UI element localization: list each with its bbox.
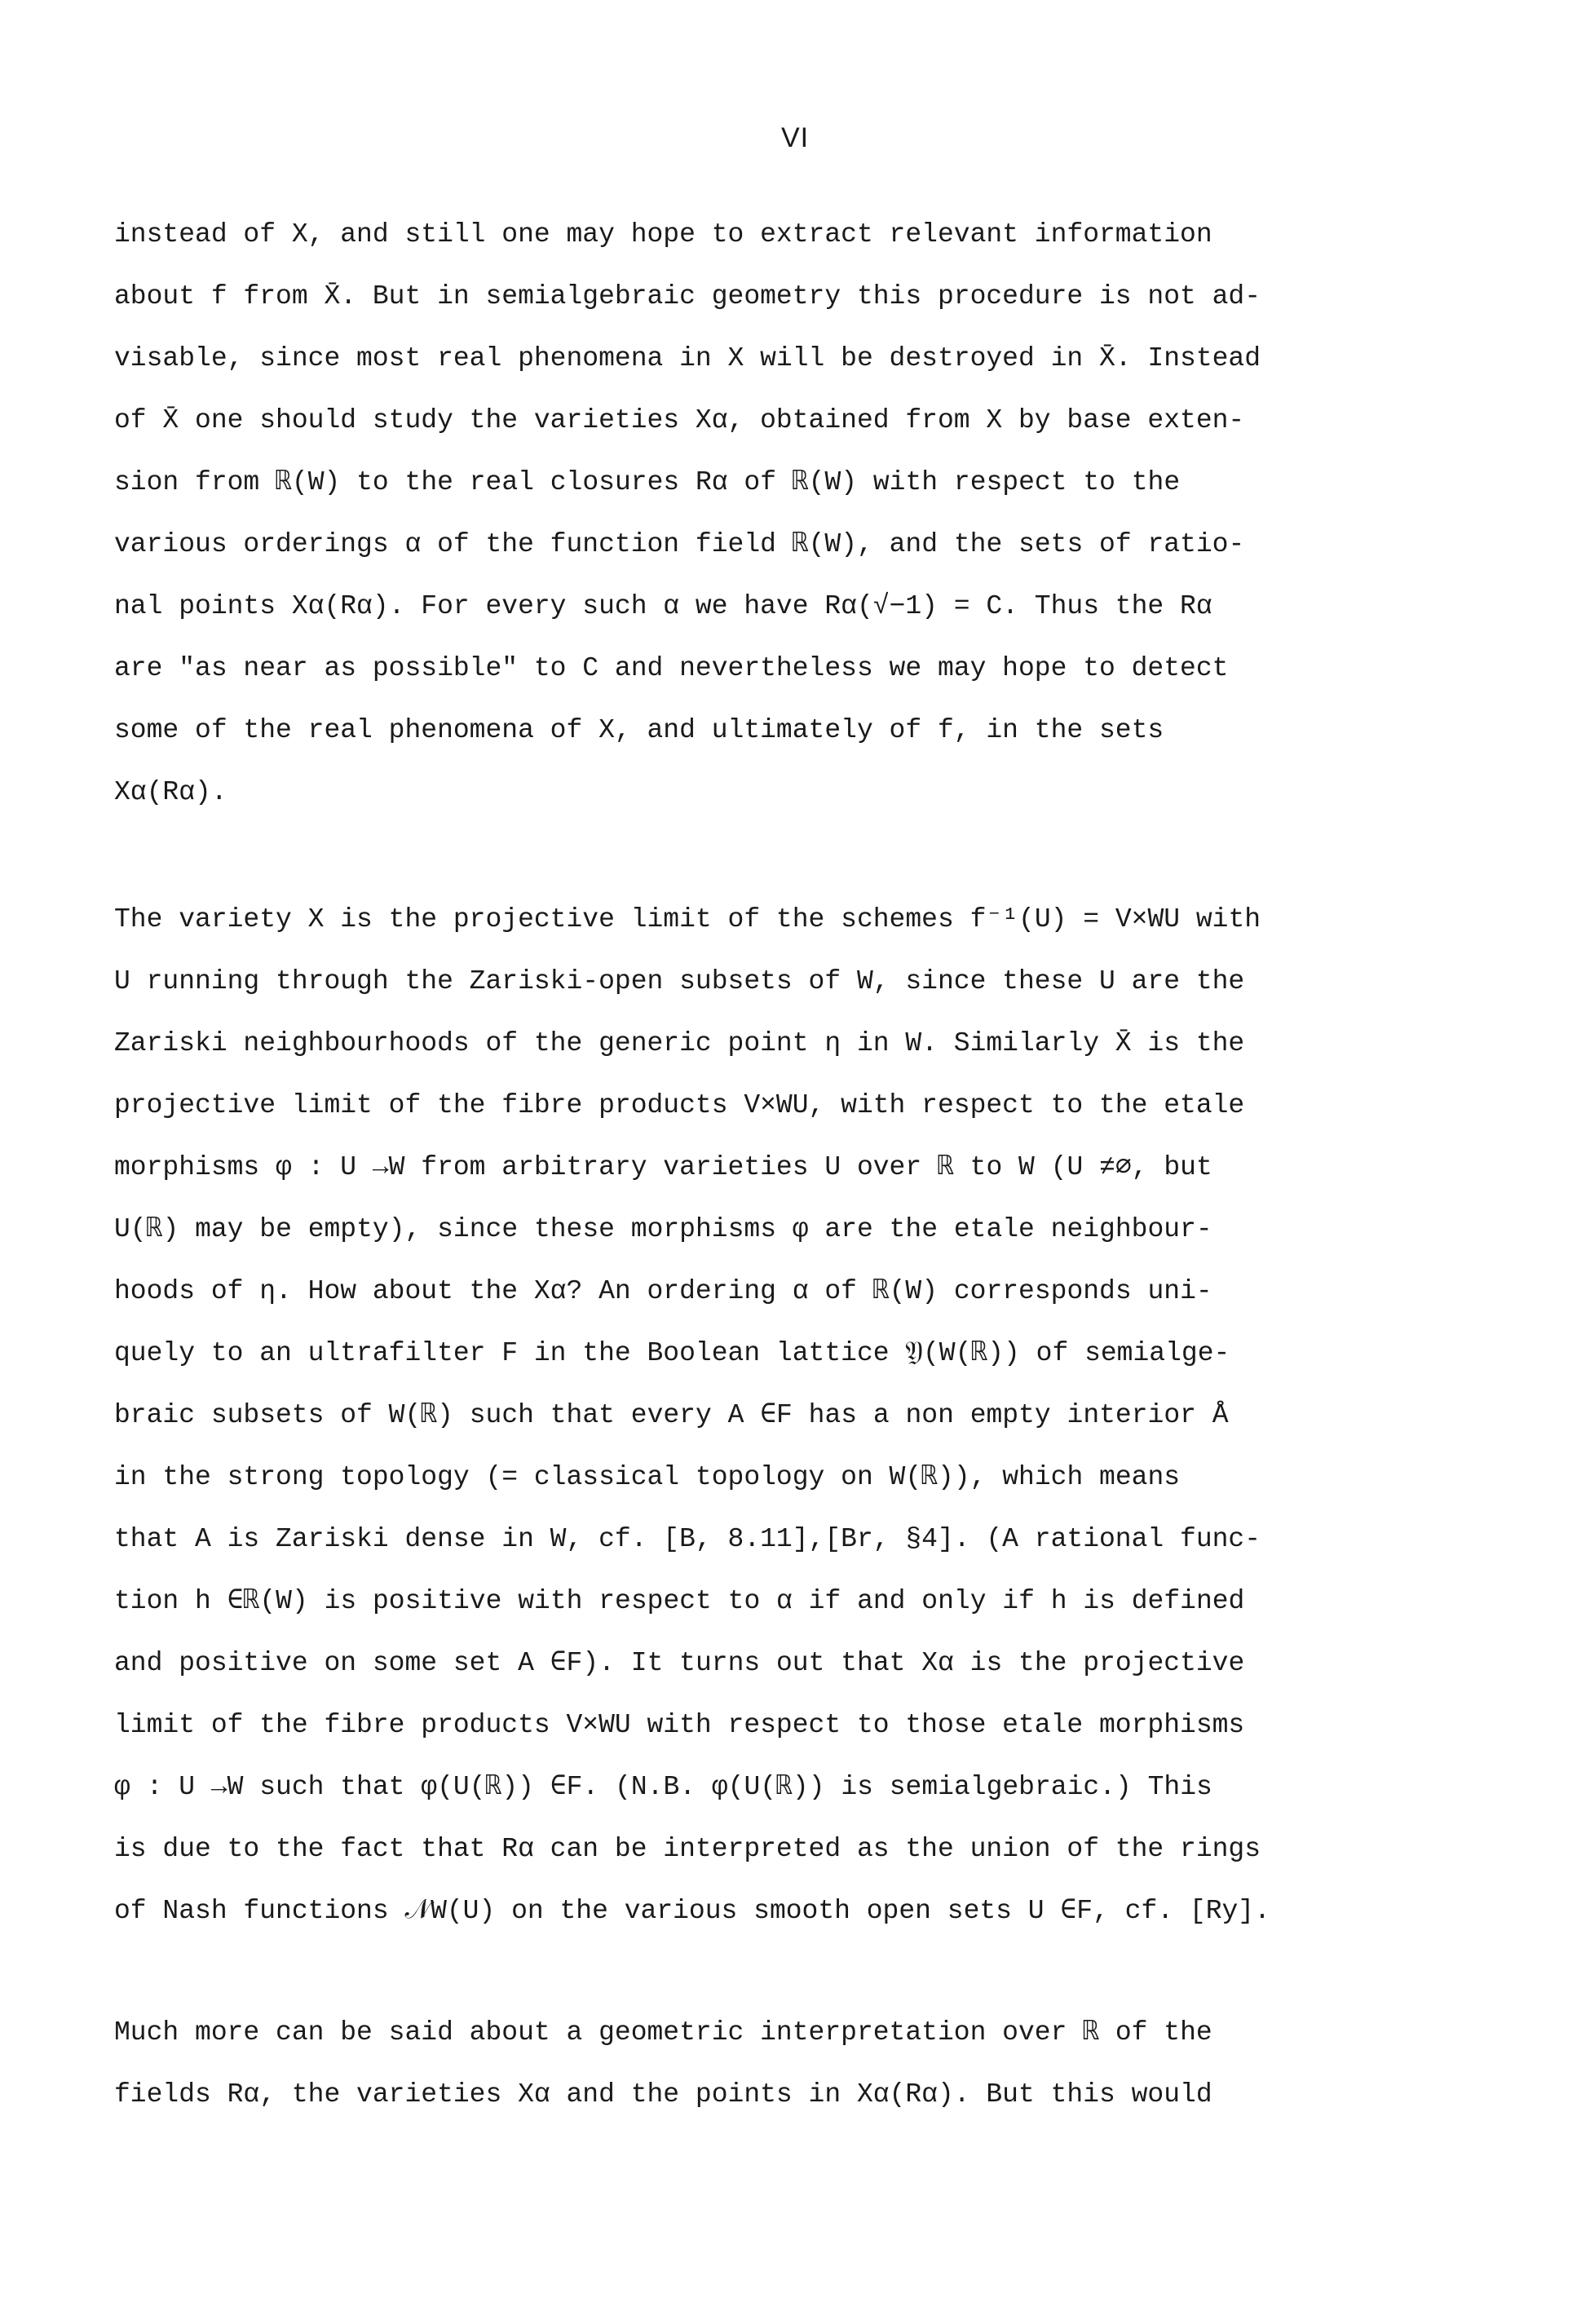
text-line: in the strong topology (= classical topology on W(ℝ)), which means — [114, 1462, 1181, 1492]
text-line: morphisms φ : U →W from arbitrary varieties U over ℝ to W (U ≠∅, but — [114, 1152, 1212, 1182]
text-line: about f from X̄. But in semialgebraic geometry this procedure is not ad- — [114, 281, 1261, 311]
paragraph-3 — [114, 2002, 1435, 2126]
text-line: Zariski neighbourhoods of the generic point η in W. Similarly X̄ is the — [114, 1028, 1245, 1058]
text-line: visable, since most real phenomena in X will be destroyed in X̄. Instead — [114, 343, 1261, 373]
text-line: instead of X, and still one may hope to extract relevant information — [114, 219, 1212, 250]
text-line: U(ℝ) may be empty), since these morphisms φ are the etale neighbour- — [114, 1214, 1212, 1244]
text-line: and positive on some set A ∈F). It turns out that Xα is the projective — [114, 1648, 1245, 1678]
text-line: are "as near as possible" to C and nevertheless we may hope to detect — [114, 653, 1229, 683]
text-line: various orderings α of the function field ℝ(W), and the sets of ratio- — [114, 529, 1245, 559]
text-line: is due to the fact that Rα can be interpreted as the union of the rings — [114, 1834, 1261, 1864]
text-line: that A is Zariski dense in W, cf. [B, 8.11],[Br, §4]. (A rational func- — [114, 1524, 1261, 1554]
text-line: hoods of η. How about the Xα? An ordering α of ℝ(W) corresponds uni- — [114, 1276, 1212, 1306]
paragraph-1 — [114, 204, 1435, 824]
paragraph-2 — [114, 889, 1435, 1942]
text-line: fields Rα, the varieties Xα and the points in Xα(Rα). But this would — [114, 2079, 1212, 2110]
text-line: of X̄ one should study the varieties Xα, obtained from X by base exten- — [114, 405, 1245, 435]
text-line: braic subsets of W(ℝ) such that every A ∈F has a non empty interior Å — [114, 1400, 1229, 1430]
text-line: Much more can be said about a geometric interpretation over ℝ of the — [114, 2017, 1212, 2048]
text-line: sion from ℝ(W) to the real closures Rα of ℝ(W) with respect to the — [114, 467, 1181, 497]
text-line: of Nash functions 𝒩W(U) on the various smooth open sets U ∈F, cf. [Ry]. — [114, 1896, 1270, 1926]
text-line: The variety X is the projective limit of the schemes f⁻¹(U) = V×WU with — [114, 904, 1261, 934]
text-line: limit of the fibre products V×WU with respect to those etale morphisms — [114, 1710, 1245, 1740]
text-line: projective limit of the fibre products V×WU, with respect to the etale — [114, 1090, 1245, 1120]
text-line: quely to an ultrafilter F in the Boolean lattice 𝔜(W(ℝ)) of semialge- — [114, 1338, 1230, 1368]
text-line: U running through the Zariski-open subsets of W, since these U are the — [114, 966, 1245, 996]
text-line: tion h ∈ℝ(W) is positive with respect to α if and only if h is defined — [114, 1586, 1245, 1616]
text-line: φ : U →W such that φ(U(ℝ)) ∈F. (N.B. φ(U(ℝ)) is semialgebraic.) This — [114, 1772, 1212, 1802]
text-line: some of the real phenomena of X, and ultimately of f, in the sets — [114, 715, 1164, 745]
text-line: nal points Xα(Rα). For every such α we have Rα(√−1) = C. Thus the Rα — [114, 591, 1212, 621]
text-line: Xα(Rα). — [114, 777, 227, 807]
page-number: VI — [780, 122, 810, 153]
